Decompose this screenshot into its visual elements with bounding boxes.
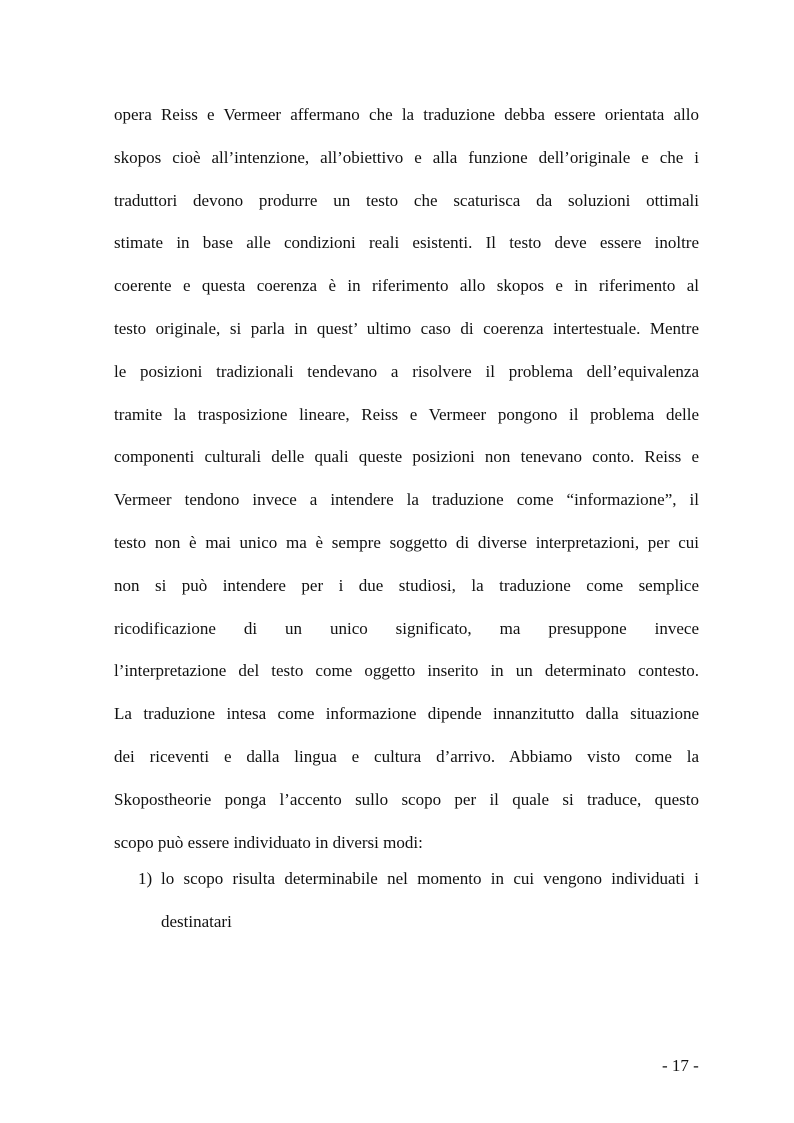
body-paragraph	[114, 94, 699, 864]
paragraph-line: opera Reiss e Vermeer affermano che la traduzione debba essere orientata allo	[114, 105, 699, 124]
paragraph-line: coerente e questa coerenza è in riferimento allo skopos e in riferimento al	[114, 276, 699, 296]
paragraph-line: non si può intendere per i due studiosi, la traduzione come semplice	[114, 575, 699, 595]
list-item	[138, 858, 699, 944]
list-item-number: 1)	[138, 869, 153, 888]
paragraph-line: traduttori devono produrre un testo che scaturisca da soluzioni ottimali	[114, 190, 699, 210]
paragraph-line: dei riceventi e dalla lingua e cultura d’arrivo. Abbiamo visto come la	[114, 746, 699, 766]
paragraph-line: testo non è mai unico ma è sempre soggetto di diverse interpretazioni, per cui	[114, 532, 699, 552]
paragraph-line: Skopostheorie ponga l’accento sullo scopo per il quale si traduce, questo	[114, 789, 699, 809]
paragraph-line: le posizioni tradizionali tendevano a risolvere il problema dell’equivalenza	[114, 361, 699, 381]
paragraph-line: stimate in base alle condizioni reali esistenti. Il testo deve essere inoltre	[114, 233, 699, 253]
paragraph-line: componenti culturali delle quali queste posizioni non tenevano conto. Reiss e	[114, 447, 699, 467]
list-item-line: lo scopo risulta determinabile nel momento in cui vengono individuati i	[161, 869, 699, 888]
paragraph-line: scopo può essere individuato in diversi modi:	[114, 832, 423, 852]
paragraph-line: La traduzione intesa come informazione dipende innanzitutto dalla situazione	[114, 704, 699, 724]
paragraph-line: Vermeer tendono invece a intendere la traduzione come “informazione”, il	[114, 490, 699, 510]
page-number: - 17 -	[662, 1056, 699, 1075]
list-item-line: destinatari	[161, 911, 232, 931]
paragraph-line: ricodificazione di un unico significato, ma presuppone invece	[114, 618, 699, 638]
paragraph-line: testo originale, si parla in quest’ ultimo caso di coerenza intertestuale. Mentre	[114, 318, 699, 338]
paragraph-line: l’interpretazione del testo come oggetto inserito in un determinato contesto.	[114, 661, 699, 681]
paragraph-line: tramite la trasposizione lineare, Reiss e Vermeer pongono il problema delle	[114, 404, 699, 424]
numbered-list	[138, 858, 699, 944]
paragraph-line: skopos cioè all’intenzione, all’obiettivo e alla funzione dell’originale e che i	[114, 147, 699, 167]
